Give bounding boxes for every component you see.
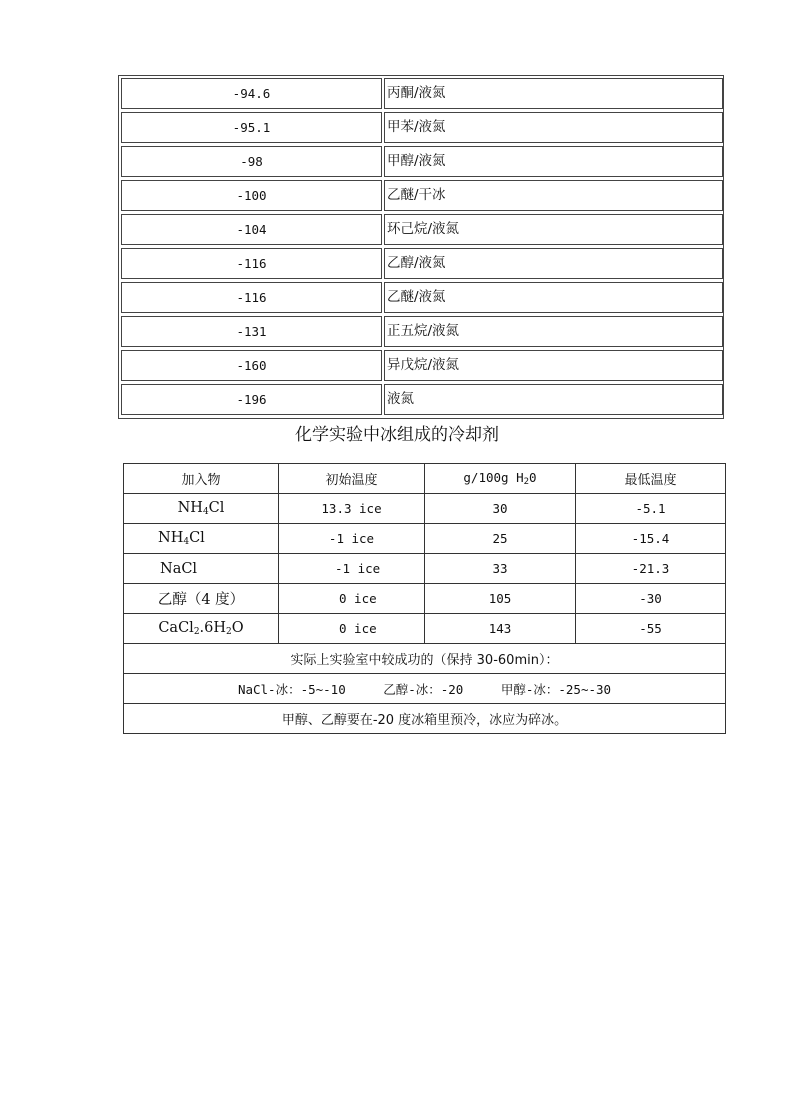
table-row (121, 316, 721, 347)
temperature-cell: -98 (121, 146, 382, 177)
amount-cell: 143 (425, 614, 576, 644)
ice-cooling-agent-table (123, 463, 726, 734)
initial-temp-cell: 0 ice (279, 584, 425, 614)
table-row (121, 78, 721, 109)
temperature-cell: -104 (121, 214, 382, 245)
mixture-cell: 乙醚/液氮 (384, 282, 723, 313)
note-success-duration: 实际上实验室中较成功的（保持 30-60min）： (124, 644, 726, 674)
header-amount: g/100g $H_20$ (425, 464, 576, 494)
lowest-temp-cell: -55 (576, 614, 726, 644)
lowest-temp-cell: -30 (576, 584, 726, 614)
header-initial-temp: 初始温度 (279, 464, 425, 494)
temperature-cell: -116 (121, 282, 382, 313)
amount-cell: 33 (425, 554, 576, 584)
temperature-cell: -116 (121, 248, 382, 279)
amount-cell: 30 (425, 494, 576, 524)
table-row (121, 384, 721, 415)
additive-cell: $NH_4Cl$ (124, 494, 279, 524)
mixture-cell: 乙醚/干冰 (384, 180, 723, 211)
additive-cell: $CaCl_2.6H_2O$ (124, 614, 279, 644)
mixture-cell: 乙醇/液氮 (384, 248, 723, 279)
temperature-cell: -160 (121, 350, 382, 381)
note-row (124, 704, 726, 734)
mixture-cell: 甲苯/液氮 (384, 112, 723, 143)
table-row (121, 282, 721, 313)
table-row (121, 350, 721, 381)
note-row (124, 674, 726, 704)
additive-cell: 乙醇（4 度） (124, 584, 279, 614)
table-row (124, 614, 726, 644)
amount-cell: 105 (425, 584, 576, 614)
temperature-cell: -196 (121, 384, 382, 415)
table-row (124, 554, 726, 584)
table-header-row (124, 464, 726, 494)
temperature-cell: -100 (121, 180, 382, 211)
note-row (124, 644, 726, 674)
mixture-cell: 甲醇/液氮 (384, 146, 723, 177)
table-row (121, 214, 721, 245)
section-title: 化学实验中冰组成的冷却剂 (295, 425, 499, 445)
amount-cell: 25 (425, 524, 576, 554)
table-row (121, 180, 721, 211)
additive-cell: $NH_4Cl$ (124, 524, 279, 554)
table-row (121, 112, 721, 143)
initial-temp-cell: -1 ice (279, 554, 425, 584)
temperature-cell: -94.6 (121, 78, 382, 109)
table-row (124, 524, 726, 554)
header-lowest-temp: 最低温度 (576, 464, 726, 494)
lowest-temp-cell: -5.1 (576, 494, 726, 524)
mixture-cell: 丙酮/液氮 (384, 78, 723, 109)
mixture-cell: 正五烷/液氮 (384, 316, 723, 347)
mixture-cell: 环己烷/液氮 (384, 214, 723, 245)
initial-temp-cell: -1 ice (279, 524, 425, 554)
table-row (121, 146, 721, 177)
lowest-temp-cell: -21.3 (576, 554, 726, 584)
additive-cell: NaCl (124, 554, 279, 584)
mixture-cell: 异戊烷/液氮 (384, 350, 723, 381)
initial-temp-cell: 0 ice (279, 614, 425, 644)
lowest-temp-cell: -15.4 (576, 524, 726, 554)
table-row (124, 584, 726, 614)
table-row (121, 248, 721, 279)
header-additive: 加入物 (124, 464, 279, 494)
temperature-cell: -131 (121, 316, 382, 347)
low-temperature-bath-table (118, 75, 724, 419)
initial-temp-cell: 13.3 ice (279, 494, 425, 524)
note-mixtures: NaCl-冰：-5~-10 乙醇-冰：-20 甲醇-冰：-25~-30 (124, 674, 726, 704)
table-row (124, 494, 726, 524)
mixture-cell: 液氮 (384, 384, 723, 415)
temperature-cell: -95.1 (121, 112, 382, 143)
note-precool: 甲醇、乙醇要在-20 度冰箱里预冷，冰应为碎冰。 (124, 704, 726, 734)
